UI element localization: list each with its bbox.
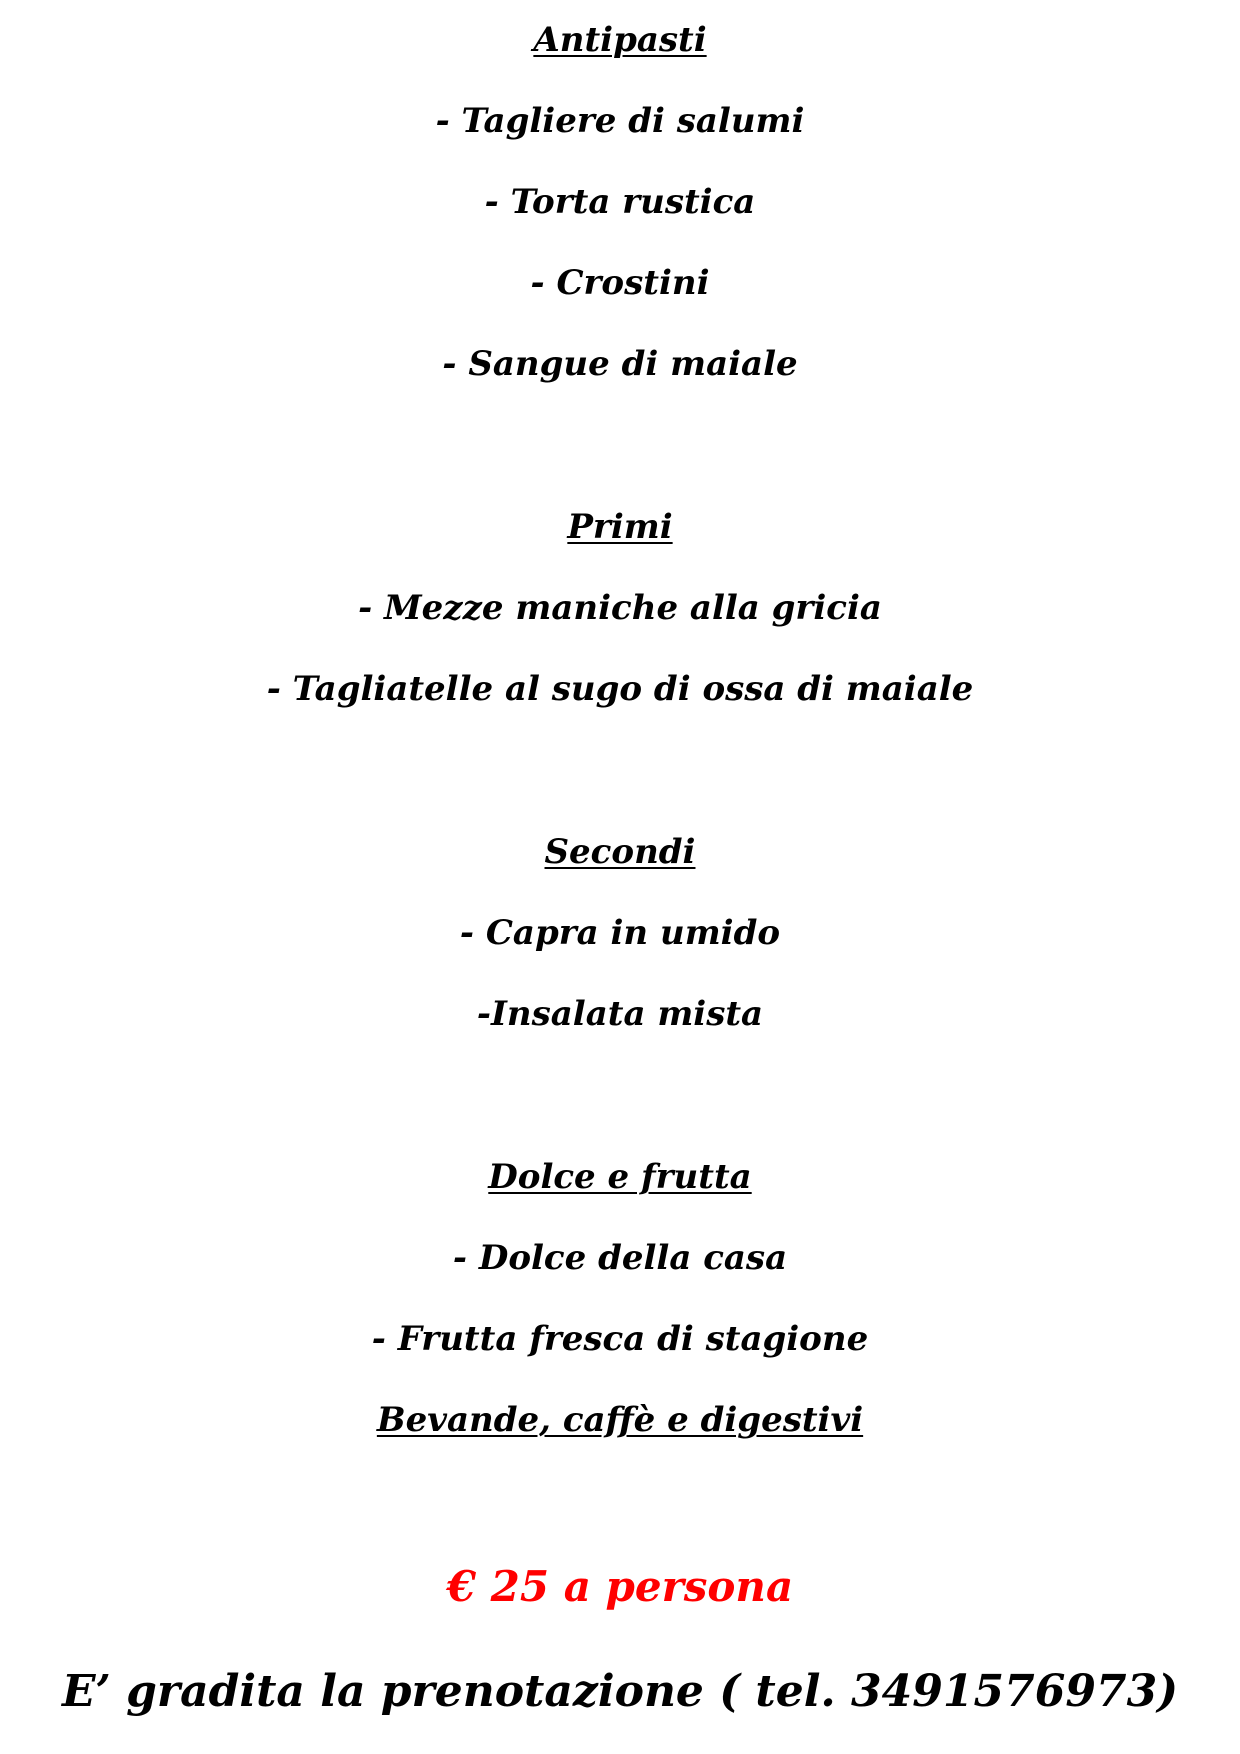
menu-item: - Crostini [530,263,710,303]
menu-item: - Sangue di maiale [442,344,798,384]
section-title-bevande: Bevande, caffè e digestivi [376,1400,864,1440]
menu-item: - Frutta fresca di stagione [371,1319,869,1359]
booking-note: E’ gradita la prenotazione ( tel. 3491576973) [61,1666,1179,1717]
price-per-person: € 25 a persona [446,1562,794,1611]
section-title-secondi: Secondi [544,832,696,872]
menu-item: - Tagliere di salumi [435,101,805,141]
menu-item: - Dolce della casa [452,1238,788,1278]
menu-item: - Torta rustica [484,182,756,222]
section-title-antipasti: Antipasti [533,20,707,60]
menu-item: - Tagliatelle al sugo di ossa di maiale [266,669,974,709]
menu-item: - Mezze maniche alla gricia [358,588,882,628]
menu-item: - Capra in umido [459,913,781,953]
menu-item: -Insalata mista [476,994,764,1034]
section-title-primi: Primi [567,507,673,547]
section-title-dolce: Dolce e frutta [488,1157,752,1197]
